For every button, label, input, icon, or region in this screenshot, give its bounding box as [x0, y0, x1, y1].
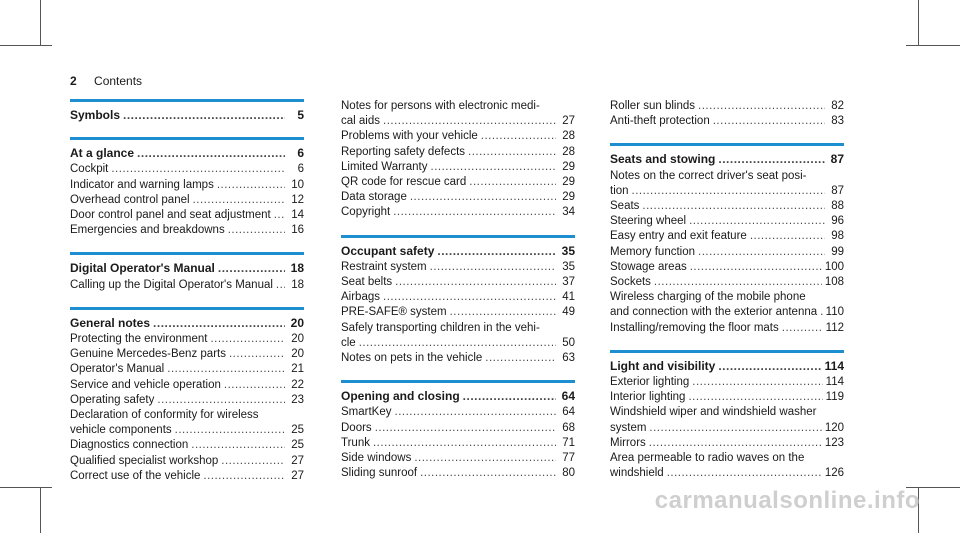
toc-entry[interactable]	[70, 193, 304, 208]
dot-leader	[193, 193, 285, 208]
toc-entry-label: Interior lighting	[610, 391, 686, 404]
toc-entry[interactable]	[70, 347, 304, 362]
toc-entry-label: Cockpit	[70, 163, 109, 176]
dot-leader	[689, 214, 825, 229]
toc-entry[interactable]	[70, 423, 304, 438]
toc-entry[interactable]	[70, 278, 304, 293]
toc-entry-line: Windshield wiper and windshield washer	[610, 406, 817, 419]
toc-entry-page: 23	[291, 393, 304, 406]
section-rule	[610, 143, 844, 146]
section-title: Opening and closing	[341, 389, 460, 404]
section-page: 5	[297, 108, 304, 122]
toc-entry[interactable]	[70, 362, 304, 377]
dot-leader	[221, 454, 285, 469]
toc-entry[interactable]	[610, 184, 844, 199]
dot-leader	[276, 278, 285, 293]
dot-leader	[468, 145, 556, 160]
dot-leader	[229, 347, 285, 362]
dot-leader	[191, 438, 285, 453]
toc-column-1	[70, 99, 304, 498]
toc-entry-label: Sockets	[610, 276, 651, 289]
toc-entry-page: 35	[562, 260, 575, 273]
toc-entry[interactable]	[610, 229, 844, 244]
toc-entry[interactable]	[341, 405, 575, 420]
toc-entry[interactable]	[610, 466, 844, 481]
dot-leader	[175, 423, 285, 438]
toc-entry-label: Limited Warranty	[341, 160, 428, 173]
crop-mark	[918, 0, 919, 46]
section-title: Light and visibility	[610, 358, 716, 373]
toc-entry[interactable]	[341, 436, 575, 451]
toc-entry-page: 82	[831, 100, 844, 112]
toc-entry-page: 41	[562, 291, 575, 304]
toc-entry-label: Genuine Mercedes-Benz parts	[70, 348, 226, 361]
dot-leader	[274, 208, 285, 223]
toc-entry[interactable]	[70, 162, 304, 177]
toc-entry-label: vehicle components	[70, 424, 172, 437]
dot-leader	[718, 152, 825, 167]
toc-entry[interactable]	[610, 260, 844, 275]
dot-leader	[203, 469, 285, 484]
toc-entry-label: Correct use of the vehicle	[70, 469, 201, 482]
toc-entry-label: Reporting safety defects	[341, 145, 466, 158]
toc-entry-label: tion	[610, 184, 629, 197]
toc-entry-page: 64	[562, 406, 575, 419]
toc-entry-label: Protecting the environment	[70, 333, 208, 346]
toc-entry-label: Calling up the Digital Operator's Manual	[70, 278, 273, 291]
toc-entry[interactable]	[341, 114, 575, 129]
toc-entry[interactable]	[610, 390, 844, 405]
toc-section	[70, 137, 304, 238]
toc-entry-page: 34	[562, 206, 575, 219]
toc-entry-label: Data storage	[341, 191, 407, 204]
toc-continued	[610, 99, 844, 129]
toc-entry[interactable]	[341, 451, 575, 466]
dot-leader	[642, 199, 825, 214]
toc-entry-line: Wireless charging of the mobile phone	[610, 291, 806, 304]
toc-section	[610, 350, 844, 482]
section-rule	[610, 350, 844, 353]
toc-entry[interactable]	[70, 332, 304, 347]
toc-column-2	[341, 99, 575, 495]
section-rule	[341, 235, 575, 238]
section-rule	[70, 99, 304, 102]
toc-entry-line: Declaration of conformity for wireless	[70, 409, 259, 422]
toc-entry-page: 98	[831, 230, 844, 243]
toc-entry-page: 12	[291, 193, 304, 206]
toc-entry-label: cal aids	[341, 115, 380, 128]
dot-leader	[698, 245, 825, 260]
toc-entry-page: 18	[291, 278, 304, 291]
section-title: Symbols	[70, 108, 121, 122]
dot-leader	[690, 260, 822, 275]
toc-entry-label: Seat belts	[341, 276, 393, 289]
toc-entry-page: 27	[291, 454, 304, 467]
toc-entry-label: Overhead control panel	[70, 193, 190, 206]
toc-entry[interactable]	[341, 421, 575, 436]
toc-entry-page: 50	[562, 336, 575, 349]
toc-section-heading[interactable]	[341, 389, 575, 404]
page-header	[70, 74, 142, 88]
dot-leader	[228, 223, 285, 238]
dot-leader	[137, 146, 285, 161]
dot-leader	[820, 305, 823, 320]
toc-entry-label: Anti-theft protection	[610, 115, 710, 128]
toc-section-heading[interactable]	[70, 261, 304, 276]
toc-entry-label: PRE-SAFE® system	[341, 306, 447, 319]
dot-leader	[153, 316, 285, 331]
toc-section	[341, 235, 575, 367]
toc-entry-label: Doors	[341, 421, 372, 434]
page-number: 2	[70, 74, 77, 88]
toc-entry-page: 63	[562, 352, 575, 365]
toc-entry-page: 29	[562, 176, 575, 189]
dot-leader	[481, 129, 556, 144]
section-title: Digital Operator's Manual	[70, 261, 215, 276]
dot-leader	[649, 421, 821, 436]
toc-entry-page: 29	[562, 191, 575, 204]
dot-leader	[469, 175, 556, 190]
dot-leader	[167, 362, 285, 377]
toc-entry-label: Seats	[610, 200, 640, 213]
toc-entry-label: Indicator and warning lamps	[70, 178, 214, 191]
section-title: Seats and stowing	[610, 152, 716, 167]
toc-entry-page: 114	[825, 376, 844, 389]
section-rule	[70, 252, 304, 255]
toc-entry[interactable]	[610, 275, 844, 290]
toc-entry[interactable]	[341, 129, 575, 144]
toc-entry-page: 20	[291, 333, 304, 346]
toc-entry-page: 28	[562, 130, 575, 143]
toc-section-heading[interactable]	[341, 244, 575, 259]
toc-entry-label: Emergencies and breakdowns	[70, 224, 225, 237]
dot-leader	[632, 184, 825, 199]
toc-entry-page: 110	[825, 306, 844, 319]
dot-leader	[698, 99, 825, 114]
dot-leader	[750, 229, 825, 244]
toc-section-heading[interactable]	[610, 359, 844, 374]
toc-entry-label: Airbags	[341, 291, 380, 304]
toc-entry-page: 88	[831, 200, 844, 213]
toc-entry[interactable]	[341, 290, 575, 305]
toc-entry-label: cle	[341, 336, 356, 349]
toc-entry[interactable]	[70, 393, 304, 408]
toc-entry-page: 29	[562, 160, 575, 173]
toc-entry[interactable]	[70, 469, 304, 484]
toc-entry-page: 22	[291, 378, 304, 391]
dot-leader	[649, 436, 822, 451]
toc-section-heading[interactable]	[70, 108, 304, 123]
section-title: Occupant safety	[341, 243, 435, 258]
dot-leader	[123, 108, 285, 123]
toc-section	[341, 380, 575, 481]
toc-entry[interactable]	[341, 305, 575, 320]
watermark: carmanualsonline.info	[654, 487, 920, 514]
dot-leader	[713, 114, 825, 129]
toc-entry[interactable]	[610, 436, 844, 451]
toc-entry[interactable]	[70, 378, 304, 393]
section-rule	[70, 137, 304, 140]
toc-entry[interactable]	[341, 160, 575, 175]
toc-entry-label: Problems with your vehicle	[341, 130, 478, 143]
toc-entry-page: 14	[291, 209, 304, 222]
toc-entry-label: Restraint system	[341, 260, 427, 273]
toc-continued	[341, 99, 575, 221]
dot-leader	[410, 190, 556, 205]
toc-entry-page: 126	[824, 467, 844, 480]
dot-leader	[414, 451, 556, 466]
toc-column-3	[610, 99, 844, 495]
toc-entry-label: Door control panel and seat adjustment	[70, 209, 271, 222]
toc-entry-label: Operating safety	[70, 393, 155, 406]
section-page: 114	[824, 358, 844, 373]
toc-entry-page: 27	[562, 115, 575, 128]
toc-entry-label: Steering wheel	[610, 215, 687, 228]
page-title: Contents	[94, 74, 143, 88]
toc-entry-page: 120	[824, 421, 844, 434]
toc-entry[interactable]	[341, 260, 575, 275]
toc-entry-label: Trunk	[341, 436, 370, 449]
crop-mark	[906, 45, 960, 46]
toc-entry-line: Notes on the correct driver's seat posi-	[610, 169, 807, 182]
toc-entry-page: 99	[831, 245, 844, 258]
toc-entry-page: 27	[291, 469, 304, 482]
toc-entry[interactable]	[70, 454, 304, 469]
toc-entry-label: Qualified specialist workshop	[70, 454, 219, 467]
section-page: 6	[297, 146, 304, 161]
toc-entry[interactable]	[610, 305, 844, 320]
toc-entry[interactable]	[70, 223, 304, 238]
toc-entry-page: 123	[824, 436, 844, 449]
toc-entry[interactable]	[610, 321, 844, 336]
section-page: 20	[290, 315, 304, 330]
dot-leader	[375, 421, 556, 436]
toc-entry-line: Safely transporting children in the vehi-	[341, 321, 540, 334]
toc-entry-page: 37	[562, 276, 575, 289]
toc-entry[interactable]	[610, 214, 844, 229]
section-page: 87	[830, 152, 844, 167]
dot-leader	[430, 260, 556, 275]
dot-leader	[654, 275, 822, 290]
toc-entry-label: Memory function	[610, 245, 696, 258]
dot-leader	[157, 393, 285, 408]
toc-section	[70, 307, 304, 484]
dot-leader	[485, 351, 556, 366]
toc-entry[interactable]	[610, 375, 844, 390]
toc-entry[interactable]	[610, 99, 844, 114]
dot-leader	[420, 466, 556, 481]
dot-leader	[373, 436, 556, 451]
toc-entry-label: Side windows	[341, 452, 412, 465]
dot-leader	[111, 162, 285, 177]
toc-section	[70, 99, 304, 123]
toc-entry-page: 112	[825, 321, 844, 334]
toc-entry-page: 83	[831, 115, 844, 128]
toc-entry-line: Area permeable to radio waves on the	[610, 452, 805, 465]
dot-leader	[782, 321, 823, 336]
dot-leader	[359, 336, 556, 351]
section-page: 64	[561, 389, 575, 404]
dot-leader	[393, 205, 556, 220]
toc-entry-page: 10	[291, 178, 304, 191]
toc-entry-page: 16	[291, 224, 304, 237]
toc-entry[interactable]	[341, 351, 575, 366]
dot-leader	[217, 178, 285, 193]
toc-entry-page: 96	[831, 215, 844, 228]
dot-leader	[210, 332, 285, 347]
toc-entry-page: 80	[562, 467, 575, 480]
crop-mark	[40, 487, 41, 533]
toc-entry[interactable]	[610, 245, 844, 260]
toc-entry-page: 77	[562, 452, 575, 465]
dot-leader	[224, 378, 285, 393]
toc-entry-page: 68	[562, 421, 575, 434]
toc-entry-label: Easy entry and exit feature	[610, 230, 747, 243]
dot-leader	[718, 359, 821, 374]
dot-leader	[437, 244, 556, 259]
toc-section-heading[interactable]	[70, 146, 304, 161]
toc-entry-label: Exterior lighting	[610, 376, 690, 389]
toc-entry-page: 6	[297, 163, 304, 176]
toc-entry-label: Sliding sunroof	[341, 467, 418, 480]
toc-entry[interactable]	[341, 145, 575, 160]
toc-section-heading[interactable]	[70, 316, 304, 331]
toc-entry-label: Service and vehicle operation	[70, 378, 221, 391]
toc-entry-label: QR code for rescue card	[341, 176, 467, 189]
toc-entry-page: 100	[824, 260, 844, 273]
section-title: General notes	[70, 315, 151, 330]
toc-entry-label: Roller sun blinds	[610, 100, 696, 112]
toc-entry[interactable]	[70, 178, 304, 193]
toc-entry-label: Notes on pets in the vehicle	[341, 352, 483, 365]
toc-entry[interactable]	[341, 175, 575, 190]
dot-leader	[431, 160, 557, 175]
section-rule	[70, 307, 304, 310]
crop-mark	[40, 0, 41, 46]
toc-entry[interactable]	[70, 438, 304, 453]
dot-leader	[395, 405, 557, 420]
toc-entry-page: 108	[824, 276, 844, 289]
toc-entry-line: Notes for persons with electronic medi-	[341, 100, 540, 112]
toc-section	[70, 252, 304, 292]
dot-leader	[395, 275, 556, 290]
toc-entry[interactable]	[70, 208, 304, 223]
crop-mark	[0, 45, 52, 46]
toc-entry-page: 25	[291, 424, 304, 437]
toc-entry-label: SmartKey	[341, 406, 392, 419]
toc-entry-label: Mirrors	[610, 436, 646, 449]
toc-entry[interactable]	[610, 199, 844, 214]
dot-leader	[692, 375, 822, 390]
toc-entry-label: Diagnostics connection	[70, 439, 189, 452]
toc-entry-page: 20	[291, 348, 304, 361]
section-page: 35	[561, 243, 575, 258]
dot-leader	[450, 305, 556, 320]
toc-entry[interactable]	[341, 275, 575, 290]
toc-entry-page: 71	[562, 436, 575, 449]
toc-entry-page: 87	[831, 184, 844, 197]
toc-entry-page: 21	[291, 363, 304, 376]
toc-section	[610, 143, 844, 335]
toc-entry[interactable]	[341, 336, 575, 351]
toc-entry-label: system	[610, 421, 647, 434]
section-page: 18	[290, 261, 304, 276]
crop-mark	[0, 487, 52, 488]
toc-entry[interactable]	[341, 466, 575, 481]
dot-leader	[383, 114, 556, 129]
toc-section-heading[interactable]	[610, 152, 844, 167]
section-rule	[341, 380, 575, 383]
dot-leader	[463, 389, 556, 404]
toc-entry-label: and connection with the exterior antenna	[610, 306, 818, 319]
toc-entry[interactable]	[610, 421, 844, 436]
toc-entry-page: 119	[825, 391, 844, 404]
section-title: At a glance	[70, 146, 135, 161]
toc-entry-label: windshield	[610, 467, 664, 480]
dot-leader	[383, 290, 556, 305]
toc-entry-label: Installing/removing the floor mats	[610, 321, 779, 334]
toc-entry-page: 28	[562, 145, 575, 158]
toc-entry-label: Stowage areas	[610, 260, 687, 273]
toc-entry-label: Copyright	[341, 206, 391, 219]
toc-entry[interactable]	[610, 114, 844, 129]
toc-entry[interactable]	[341, 205, 575, 220]
toc-entry-page: 49	[562, 306, 575, 319]
dot-leader	[667, 466, 822, 481]
toc-entry-label: Operator's Manual	[70, 363, 165, 376]
dot-leader	[688, 390, 822, 405]
toc-entry[interactable]	[341, 190, 575, 205]
dot-leader	[218, 261, 285, 276]
toc-entry-page: 25	[291, 439, 304, 452]
